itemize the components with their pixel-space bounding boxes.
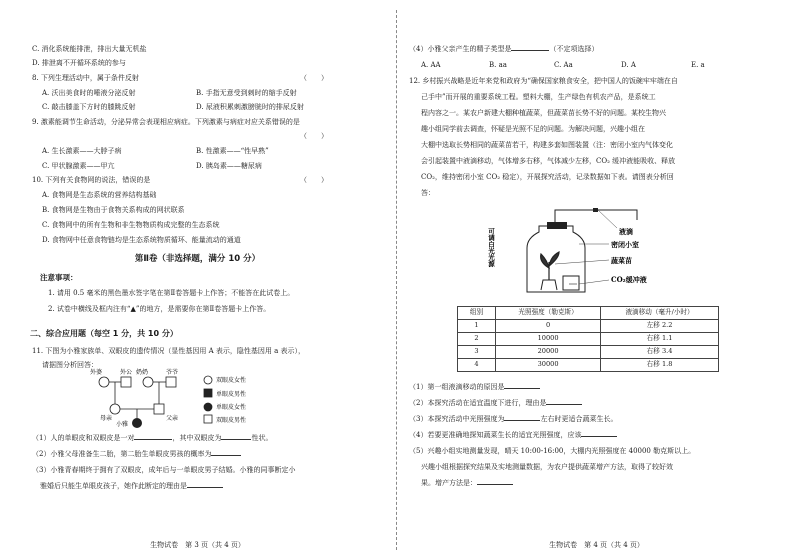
- label-mother: 母亲: [100, 415, 113, 422]
- legend-single-male: 单眼皮男性: [216, 391, 247, 398]
- q12-line-7: CO₂，维持密闭小室 CO₂ 稳定），开展探究活动，记录数据如下表。请图表分析回: [421, 173, 674, 181]
- q9-option-d: D. 胰岛素——糖尿病: [196, 162, 262, 170]
- q11-stem-line1: 11. 下图为小雅家族单、双眼皮的遗传情况（显性基因用 A 表示，隐性基因用 a 表示），: [32, 347, 305, 355]
- answer-blank: [134, 433, 172, 440]
- footer-page-3: 生物试卷 第 3 页（共 4 页）: [150, 540, 245, 549]
- q11-sub1-text-c: 性状。: [251, 434, 273, 442]
- q11-sub3-line1: （3）小雅青春期终于拥有了双眼皮，成年后与一单眼皮男子结婚。小雅的同事断定小: [32, 466, 296, 474]
- table-cell: 1: [458, 320, 496, 333]
- label-drop: 液滴: [619, 227, 633, 236]
- grandfather-maternal-symbol: [121, 377, 131, 387]
- table-cell: 0: [496, 320, 601, 333]
- table-cell: 20000: [496, 346, 601, 359]
- q11-sub3-line2: [40, 481, 223, 492]
- q12-sub5-text: 果。增产方法是：: [421, 479, 477, 487]
- rubber-stopper: [547, 222, 567, 229]
- legend-single-female: 单眼皮女性: [216, 404, 247, 411]
- q4-text: （4）小雅父亲产生的精子类型是: [409, 45, 512, 53]
- table-header-cell: 液滴移动（毫升/小时）: [601, 307, 719, 320]
- table-cell: 左移 2.2: [601, 320, 719, 333]
- q4-option-a: A. AA: [421, 61, 441, 69]
- q12-sub3: [409, 414, 617, 425]
- father-symbol: [154, 404, 164, 414]
- q4: [409, 44, 598, 55]
- q12-line-3: 程内容之一。某农户新建大棚种植蔬菜，但蔬菜苗长势不好的问题。某校生物兴: [421, 109, 666, 117]
- notice-2: 2. 试卷中横线及框内注有“▲”的地方，是需要你在第Ⅱ卷答题卡上作答。: [48, 305, 271, 313]
- table-row: [458, 333, 719, 346]
- q12-sub4-text: （4）若要更准确地探知蔬菜生长的适宜光照强度，应该: [409, 431, 582, 439]
- q10-option-a: A. 食物网是生态系统的营养结构基础: [42, 191, 157, 199]
- q10-option-b: B. 食物网是生物由于食物关系构成的网状联系: [42, 206, 185, 214]
- q12-sub5-line2: 兴趣小组根据探究结果及实地测量数据，为农户提供蔬菜增产方法，取得了较好效: [421, 463, 673, 471]
- q4-note: （不定项选择）: [549, 45, 599, 53]
- answer-blank: [477, 478, 513, 485]
- grandfather-paternal-symbol: [166, 377, 176, 387]
- q10-paren: （ ）: [300, 176, 328, 184]
- q12-sub1-text: （1）第一组液滴移动的原因是: [409, 383, 505, 391]
- label-grandmother-maternal: 外婆: [90, 369, 103, 376]
- table-row: [458, 320, 719, 333]
- notice-title: 注意事项：: [40, 273, 78, 282]
- q12-sub4: [409, 430, 617, 441]
- label-father: 父亲: [166, 415, 179, 422]
- q12-line-8: 答：: [421, 189, 435, 197]
- plant-pot: [541, 280, 557, 290]
- q8-stem: 8. 下列生理活动中，属于条件反射: [32, 74, 139, 82]
- label-grandfather-maternal: 外公: [120, 369, 133, 376]
- legend-symbol-double-male: [204, 415, 212, 423]
- q10-option-d: D. 食物网中任意食物链均是生态系统物质循环、能量流动的通道: [42, 236, 241, 244]
- q12-sub5-line1: （5）兴趣小组实地测量发现，晴天 10:00-16:00，大棚内光照强度在 40000 勒克斯以上。: [409, 447, 696, 455]
- q11-sub1-text: （1）人的单眼皮和双眼皮是一对: [32, 434, 135, 442]
- xiaoya-symbol: [132, 418, 142, 428]
- label-sealed-chamber: 密闭小室: [611, 240, 639, 249]
- table-row: [458, 346, 719, 359]
- answer-blank: [581, 430, 617, 437]
- q10-stem: 10. 下列有关食物网的说法，错误的是: [32, 176, 151, 184]
- q9-paren: （ ）: [300, 132, 328, 140]
- q12-line-4: 趣小组同学前去调查，怀疑是光照不足的问题。为解决问题，兴趣小组在: [421, 125, 645, 133]
- glass-tube: [555, 210, 637, 226]
- q11-sub2: [32, 449, 241, 460]
- q12-line-2: 己手中”而开展的重要系统工程。塑料大棚，生产绿色有机农产品，是系统工: [421, 93, 656, 101]
- table-header-cell: 光照强度（勒克斯）: [496, 307, 601, 320]
- answer-blank: [504, 414, 540, 421]
- liquid-drop: [593, 208, 598, 212]
- table-cell: 2: [458, 333, 496, 346]
- q9-option-b: B. 性激素——“性早熟”: [196, 147, 269, 155]
- label-grandfather-paternal: 爷爷: [166, 369, 179, 376]
- q11-sub1: [32, 433, 272, 444]
- table-cell: 3: [458, 346, 496, 359]
- q8-paren: （ ）: [300, 74, 328, 82]
- answer-blank: [187, 481, 223, 488]
- answer-blank: [504, 382, 540, 389]
- q4-option-b: B. aa: [489, 61, 507, 69]
- table-cell: 30000: [496, 359, 601, 372]
- answer-blank: [546, 398, 582, 405]
- notice-1: 1. 请用 0.5 毫米的黑色墨水签字笔在第Ⅱ卷答题卡上作答；不能答在此试卷上。: [48, 289, 295, 297]
- table-cell: 10000: [496, 333, 601, 346]
- q4-option-d: D. A: [621, 61, 636, 69]
- grandmother-maternal-symbol: [99, 377, 109, 387]
- q12-sub5-line3: [421, 478, 513, 489]
- answer-blank: [511, 44, 549, 51]
- q9-option-c: C. 甲状腺激素——甲亢: [42, 162, 115, 170]
- legend-symbol-double-female: [204, 376, 212, 384]
- q11-stem-line2: 请据图分析回答：: [42, 361, 98, 369]
- seedling-leaf: [541, 254, 549, 268]
- legend-symbol-single-female: [204, 403, 212, 411]
- table-cell: 右移 1.8: [601, 359, 719, 372]
- pedigree-chart: [90, 370, 290, 430]
- table-cell: 右移 3.4: [601, 346, 719, 359]
- mother-symbol: [110, 404, 120, 414]
- legend-double-male: 双眼皮男性: [216, 417, 247, 424]
- answer-blank: [211, 449, 241, 456]
- label-xiaoya: 小雅: [116, 421, 129, 428]
- q12-line-5: 大棚中选取长势相同的蔬菜苗若干，构建多套如图装置（注：密闭小室内气体变化: [421, 141, 673, 149]
- results-table: [457, 306, 719, 372]
- answer-blank: [221, 433, 251, 440]
- light-source-label: 可调白光光源: [487, 228, 495, 267]
- q12-sub2: [409, 398, 582, 409]
- q12-line-6: 会引起装置中液滴移动，气体增多右移，气体减少左移，CO₂ 缓冲液能吸收、释放: [421, 157, 676, 165]
- table-header-row: [458, 307, 719, 320]
- q7-option-c: C. 消化系统能排泄，排出大量无机盐: [32, 45, 147, 53]
- page-divider: [396, 10, 397, 550]
- table-header-cell: 组别: [458, 307, 496, 320]
- table-row: [458, 359, 719, 372]
- q11-sub3-text: 雅婚后只能生单眼皮孩子，她作此断定的理由是: [40, 482, 187, 490]
- label-co2-buffer: CO₂缓冲液: [611, 275, 647, 284]
- q12-sub3-text: （3）本探究活动中光照强度为: [409, 415, 505, 423]
- legend-symbol-single-male: [204, 389, 212, 397]
- table-cell: 右移 1.1: [601, 333, 719, 346]
- q8-option-d: D. 尿液积累刺激膀胱时的排尿反射: [196, 103, 304, 111]
- experiment-apparatus-diagram: [489, 204, 689, 296]
- grandmother-paternal-symbol: [143, 377, 153, 387]
- q12-sub1: [409, 382, 540, 393]
- q4-option-c: C. Aa: [554, 61, 573, 69]
- section-2-title: 第Ⅱ卷（非选择题，满分 10 分）: [134, 254, 261, 264]
- footer-page-4: 生物试卷 第 4 页（共 4 页）: [549, 540, 644, 549]
- q8-option-b: B. 手指无意受到刺时的缩手反射: [196, 89, 297, 97]
- q7-option-d: D. 排泄离不开循环系统的参与: [32, 59, 126, 67]
- q10-option-c: C. 食物网中的所有生物和非生物物质构成完整的生态系统: [42, 221, 220, 229]
- label-grandmother-paternal: 奶奶: [136, 369, 149, 376]
- q9-stem: 9. 激素能调节生命活动，分泌异常会表现相应病症。下列激素与病症对应关系错误的是: [32, 118, 300, 126]
- q11-sub1-text-b: ，其中双眼皮为: [172, 434, 222, 442]
- table-cell: 4: [458, 359, 496, 372]
- right-page: [399, 0, 794, 560]
- q4-option-e: E. a: [691, 61, 705, 69]
- q12-line-1: 12. 乡村振兴战略是近年来党和政府为“确保国家粮食安全，把中国人的饭碗牢牢端在自: [409, 77, 678, 85]
- label-seedling: 蔬菜苗: [611, 256, 632, 265]
- q12-sub3-text-b: 左右时更适合蔬菜生长。: [540, 415, 618, 423]
- left-page: [0, 0, 395, 560]
- q12-sub2-text: （2）本探究活动在适宜温度下进行，理由是: [409, 399, 547, 407]
- q8-option-c: C. 敲击膝盖下方时的膝跳反射: [42, 103, 136, 111]
- legend-double-female: 双眼皮女性: [216, 377, 247, 384]
- q11-sub2-text: （2）小雅父母准备生二胎，第二胎生单眼皮男孩的概率为: [32, 450, 212, 458]
- q9-option-a: A. 生长激素——大脖子病: [42, 147, 122, 155]
- part-2-title: 二、综合应用题（每空 1 分，共 10 分）: [30, 329, 178, 338]
- q8-option-a: A. 沃出美食时的唾液分泌反射: [42, 89, 136, 97]
- co2-buffer-beaker: [563, 276, 579, 290]
